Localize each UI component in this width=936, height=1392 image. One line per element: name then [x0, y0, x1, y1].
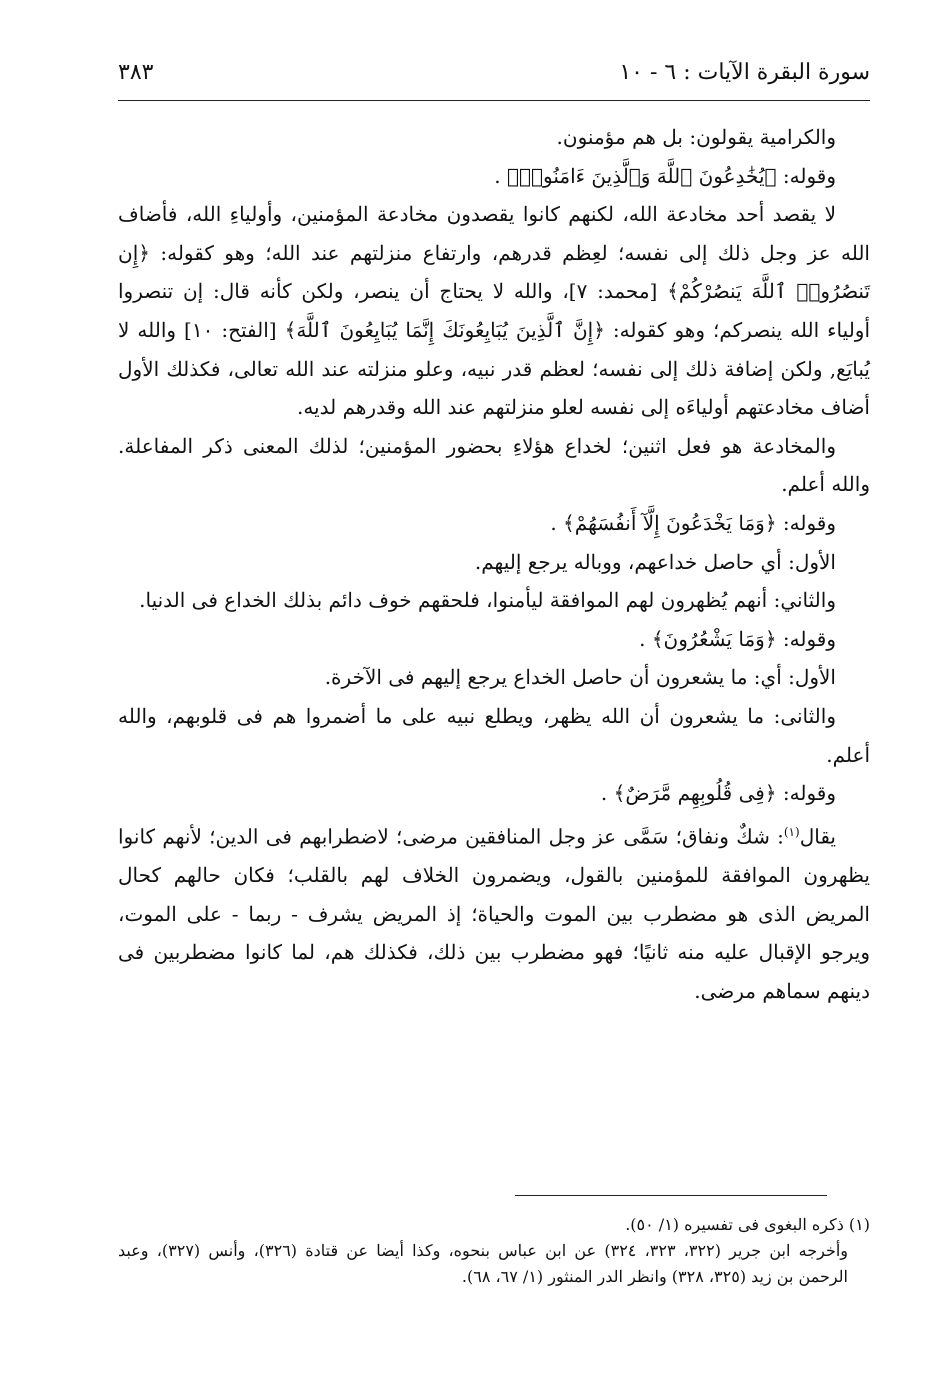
- footnote: (١) ذكره البغوى فى تفسيره (١/ ٥٠).: [625, 1215, 870, 1234]
- paragraph: الأول: أي: ما يشعرون أن حاصل الخداع يرجع إليهم فى الآخرة.: [324, 665, 836, 690]
- footnotes: [118, 1212, 870, 1290]
- verse-quote: وقوله: ﴿فِى قُلُوبِهِم مَّرَضٌ﴾ .: [600, 781, 836, 806]
- footnote-continuation: وأخرجه ابن جرير (٣٢٢، ٣٢٣، ٣٢٤) عن ابن عباس بنحوه، وكذا أيضا عن قتادة (٣٢٦)، وأنس (٣٢٧)، وعبد الرحمن بن زيد (٣٢٥، ٣٢٨) وانظر الدر المنثور (١/ ٦٧، ٦٨).: [118, 1241, 848, 1286]
- paragraph: الأول: أي حاصل خداعهم، ووباله يرجع إليهم.: [474, 549, 836, 574]
- main-text: [118, 118, 870, 1010]
- paragraph: والمخادعة هو فعل اثنين؛ لخداع هؤلاءِ بحضور المؤمنين؛ لذلك المعنى ذكر المفاعلة. والله أعلم.: [118, 433, 870, 497]
- footnote-divider: [515, 1195, 827, 1196]
- page-header: [118, 60, 870, 101]
- paragraph: والثاني: أنهم يُظهرون لهم الموافقة ليأمنوا، فلحقهم خوف دائم بذلك الخداع فى الدنيا.: [139, 588, 836, 613]
- running-title: سورة البقرة الآيات : ٦ - ١٠: [619, 60, 870, 85]
- verse-quote: وقوله: ﴿وَمَا يَخْدَعُونَ إِلَّآ أَنفُسَهُمْ﴾ .: [550, 510, 836, 535]
- footnote-marker[interactable]: (١): [783, 824, 800, 839]
- paragraph: [118, 813, 870, 1011]
- verse-quote: وقوله: ﴿وَمَا يَشْعُرُونَ﴾ .: [639, 626, 836, 651]
- paragraph: والثانى: ما يشعرون أن الله يظهر، ويطلع نبيه على ما أضمروا هم فى قلوبهم، والله أعلم.: [118, 703, 870, 767]
- paragraph-text: : شكٌ ونفاق؛ سَمَّى عز وجل المنافقين مرضى؛ لاضطرابهم فى الدين؛ لأنهم كانوا يظهرون الموافقة للمؤمنين بالقول، ويضمرون الخلاف لهم بالقلب؛ فكان حالهم كحال المريض الذى هو مضطرب بين الموت والحياة؛ إذ المريض يشرف - ربما - على الموت، ويرجو الإقبال عليه منه ثانيًا؛ فهو مضطرب بين ذلك، فكذلك هم، لما كانوا مضطربين فى دينهم سماهم مرضى.: [118, 824, 871, 1003]
- verse-quote: وقوله: ﴿يُخَٰدِعُونَ ٱللَّهَ وَٱلَّذِينَ ءَامَنُوا۟﴾ .: [494, 163, 836, 188]
- paragraph-lead: يقال: [799, 824, 836, 849]
- paragraph: والكرامية يقولون: بل هم مؤمنون.: [556, 125, 836, 149]
- paragraph: لا يقصد أحد مخادعة الله، لكنهم كانوا يقصدون مخادعة المؤمنين، وأولياءِ الله، فأضاف الله عز وجل ذلك إلى نفسه؛ لعِظم قدرهم، وارتفاع منزلتهم عند الله؛ وهو كقوله: ﴿إِن تَنصُرُوا۟ ٱللَّهَ يَنصُرْكُمْ﴾ [محمد: ٧]، والله لا يحتاج أن ينصر، ولكن كأنه قال: إن تنصروا أولياء الله ينصركم؛ وهو كقوله: ﴿إِنَّ ٱلَّذِينَ يُبَايِعُونَكَ إِنَّمَا يُبَايِعُونَ ٱللَّهَ﴾ [الفتح: ١٠] والله لا يُبايَع, ولكن إضافة ذلك إلى نفسه؛ لعظم قدر نبيه، وعلو منزلته عند الله تعالى، فكذلك الأول أضاف مخادعتهم أولياءَه إلى نفسه لعلو منزلتهم عند الله وقدرهم لديه.: [118, 202, 871, 420]
- page-number: ٣٨٣: [118, 60, 154, 85]
